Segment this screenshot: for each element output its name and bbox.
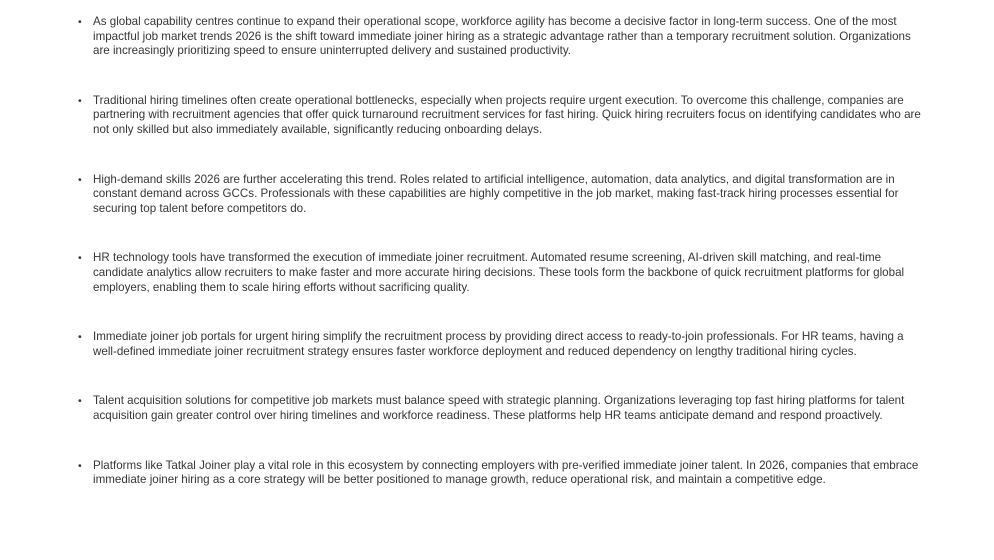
bullet-text: As global capability centres continue to expand their operational scope, workforce agility has become a decisive factor in long-term success. One of the most impactful job market trends 2026 is the shift toward immediate joiner hiring as a strategic advantage rather than a temporary recruitment solution. Organizations are increasingly prioritizing speed to ensure uninterrupted delivery and sustained productivity. (93, 15, 911, 58)
bullet-icon: • (78, 252, 82, 265)
bullet-item (78, 94, 922, 138)
bullet-icon: • (78, 459, 82, 472)
bullet-icon: • (78, 331, 82, 344)
bullet-icon: • (78, 94, 82, 107)
bullet-item (78, 459, 922, 488)
bullet-icon: • (78, 16, 82, 28)
bullet-item (78, 330, 922, 359)
bullet-item (78, 15, 922, 59)
bullet-text: HR technology tools have transformed the execution of immediate joiner recruitment. Automated resume screening, AI-driven skill matching, and real-time candidate analytics allow recruiters to make faster and more accurate hiring decisions. These tools form the backbone of quick recruitment platforms for global employers, enabling them to scale hiring efforts without sacrificing quality. (93, 251, 905, 294)
bullet-text: High-demand skills 2026 are further accelerating this trend. Roles related to artificial intelligence, automation, data analytics, and digital transformation are in constant demand across GCCs. Professionals with these capabilities are highly competitive in the job market, making fast-track hiring processes essential for securing top talent before competitors do. (93, 172, 899, 215)
bullet-text: Platforms like Tatkal Joiner play a vital role in this ecosystem by connecting employers with pre-verified immediate joiner talent. In 2026, companies that embrace immediate joiner hiring as a core strategy will be better positioned to manage growth, reduce operational risk, and maintain a competitive edge. (93, 458, 919, 487)
bullet-icon: • (78, 395, 82, 408)
bullet-item (78, 394, 922, 423)
bullet-text: Immediate joiner job portals for urgent hiring simplify the recruitment process by providing direct access to ready-to-join professionals. For HR teams, having a well-defined immediate joiner recruitment strategy ensures faster workforce deployment and reduced dependency on lengthy traditional hiring cycles. (93, 330, 904, 358)
bullet-text: Talent acquisition solutions for competitive job markets must balance speed with strategic planning. Organizations leveraging top fast hiring platforms for talent acquisition gain greater control over hiring timelines and workforce readiness. These platforms help HR teams anticipate demand and respond proactively. (93, 394, 905, 422)
bullet-item (78, 173, 922, 217)
bullet-icon: • (78, 173, 82, 186)
bullet-item (78, 251, 922, 295)
bullet-text: Traditional hiring timelines often create operational bottlenecks, especially when projects require urgent execution. To overcome this challenge, companies are partnering with recruitment agencies that offer quick turnaround recruitment services for fast hiring. Quick hiring recruiters focus on identifying candidates who are not only skilled but also immediately available, significantly reducing onboarding delays. (93, 93, 921, 136)
